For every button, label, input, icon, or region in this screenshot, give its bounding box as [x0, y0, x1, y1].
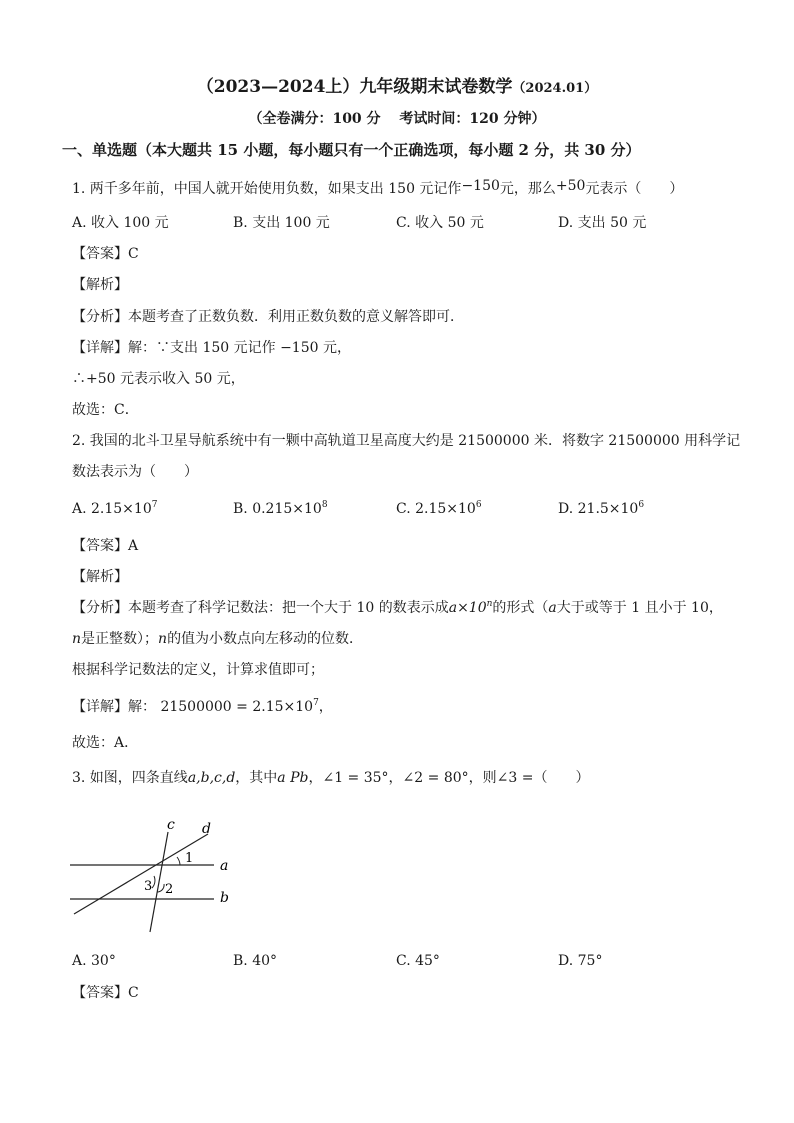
title-main: （2023—2024上）九年级期末试卷数学	[196, 77, 513, 97]
q2-analysis-text-b: 的形式（	[492, 600, 549, 616]
q3-stem-text-c: ，∠1 = 35°，∠2 = 80°，则∠3 =（ ）	[308, 770, 590, 786]
q1-option-c: C. 收入 50 元	[396, 215, 484, 231]
q2-jiexi: 【解析】	[72, 569, 128, 585]
q1-option-b: B. 支出 100 元	[233, 215, 330, 231]
q3-option-b: B. 40°	[233, 953, 278, 969]
label-c: c	[167, 817, 175, 833]
q2-option-c-exp: 6	[475, 500, 482, 510]
q3-stem-text-b: ，其中	[235, 770, 278, 786]
q1-option-a: A. 收入 100 元	[72, 215, 169, 231]
line-d	[74, 834, 208, 914]
answer-value: A	[128, 538, 139, 554]
q1-answer	[72, 244, 139, 264]
angle-1-arc	[177, 857, 180, 865]
q2-option-a-exp: 7	[151, 500, 158, 510]
q1-detail-1: 【详解】解：∵支出 150 元记作 −150 元，	[72, 340, 351, 356]
q2-option-a-text: A. 2.15×10	[72, 501, 152, 517]
q2-conclude: 故选：A．	[72, 735, 139, 751]
section-heading: 一、单选题（本大题共 15 小题，每小题只有一个正确选项，每小题 2 分，共 30 分）	[62, 141, 641, 159]
q1-detail-3: 故选：C．	[72, 402, 139, 418]
q2-analysis-1	[72, 598, 723, 618]
q2-analysis-math: a×10	[448, 600, 487, 616]
angle-3-arc	[152, 876, 155, 888]
parallel-lines-figure	[68, 812, 238, 942]
q2-analysis-text-a: 【分析】本题考查了科学记数法：把一个大于 10 的数表示成	[72, 600, 449, 616]
answer-tag: 【答案】	[72, 538, 128, 554]
q3-stem	[72, 768, 589, 788]
q2-analysis2-text-a: 是正整数）；	[81, 631, 159, 647]
q2-option-c	[396, 499, 482, 519]
q3-stem-text-a: 3. 如图，四条直线	[72, 770, 188, 786]
q3-vars: a,b,c,d	[187, 770, 236, 786]
label-a: a	[220, 858, 229, 874]
q2-option-d-text: D. 21.5×10	[558, 501, 639, 517]
q2-analysis-3: 根据科学记数法的定义，计算求值即可；	[72, 662, 324, 678]
answer-tag: 【答案】	[72, 246, 128, 262]
q2-option-d	[558, 499, 644, 519]
answer-tag: 【答案】	[72, 985, 128, 1001]
q2-answer	[72, 536, 138, 556]
q2-analysis-var-n: n	[72, 631, 82, 647]
q1-stem-c: 元表示（ ）	[585, 181, 684, 197]
q1-detail-2: ∴+50 元表示收入 50 元，	[72, 371, 245, 387]
q3-option-c: C. 45°	[396, 953, 440, 969]
q2-option-c-text: C. 2.15×10	[396, 501, 476, 517]
label-angle-3: 3	[144, 879, 153, 894]
page-title	[0, 72, 794, 97]
q3-option-d: D. 75°	[558, 953, 603, 969]
q1-analysis: 【分析】本题考查了正数负数．利用正数负数的意义解答即可．	[72, 309, 464, 325]
q2-analysis-2	[72, 629, 363, 649]
q2-detail	[72, 697, 333, 717]
q2-detail-exp: 7	[313, 698, 319, 708]
answer-value: C	[128, 246, 139, 262]
q2-stem-2: 数法表示为（ ）	[72, 464, 198, 480]
q2-option-b	[233, 499, 328, 519]
label-d: d	[202, 821, 211, 837]
q1-neg: −150	[461, 178, 500, 194]
q2-analysis-var-a: a	[548, 600, 557, 616]
q2-analysis-exp: n	[486, 599, 493, 609]
q2-analysis-var-n2: n	[158, 631, 168, 647]
q2-detail-comma: ，	[318, 699, 333, 715]
page-subtitle: （全卷满分：100 分 考试时间：120 分钟）	[248, 111, 546, 127]
q1-pos: +50	[555, 178, 586, 194]
q1-jiexi: 【解析】	[72, 277, 128, 293]
label-angle-2: 2	[165, 882, 174, 897]
label-b: b	[220, 890, 229, 906]
q1-stem-b: 元，那么	[499, 181, 556, 197]
q3-option-a: A. 30°	[72, 953, 116, 969]
q2-option-d-exp: 6	[638, 500, 645, 510]
q3-parallel: a Pb	[277, 770, 309, 786]
q2-detail-text: 【详解】解： 21500000 = 2.15×10	[72, 699, 314, 715]
q1-stem-a: 1. 两千多年前，中国人就开始使用负数，如果支出 150 元记作	[72, 181, 462, 197]
answer-value: C	[128, 985, 139, 1001]
q2-analysis2-text-b: 的值为小数点向左移动的位数．	[167, 631, 364, 647]
q2-stem-1: 2. 我国的北斗卫星导航系统中有一颗中高轨道卫星高度大约是 21500000 米．将数字 21500000 用科学记	[72, 433, 741, 449]
q2-option-b-text: B. 0.215×10	[233, 501, 322, 517]
q3-answer	[72, 983, 139, 1003]
q2-option-b-exp: 8	[321, 500, 328, 510]
title-date: （2024.01）	[512, 81, 598, 96]
q2-option-a	[72, 499, 157, 519]
q2-analysis-text-c: 大于或等于 1 且小于 10，	[556, 600, 723, 616]
q1-stem	[72, 179, 683, 199]
q1-option-d: D. 支出 50 元	[558, 215, 647, 231]
label-angle-1: 1	[185, 851, 194, 866]
